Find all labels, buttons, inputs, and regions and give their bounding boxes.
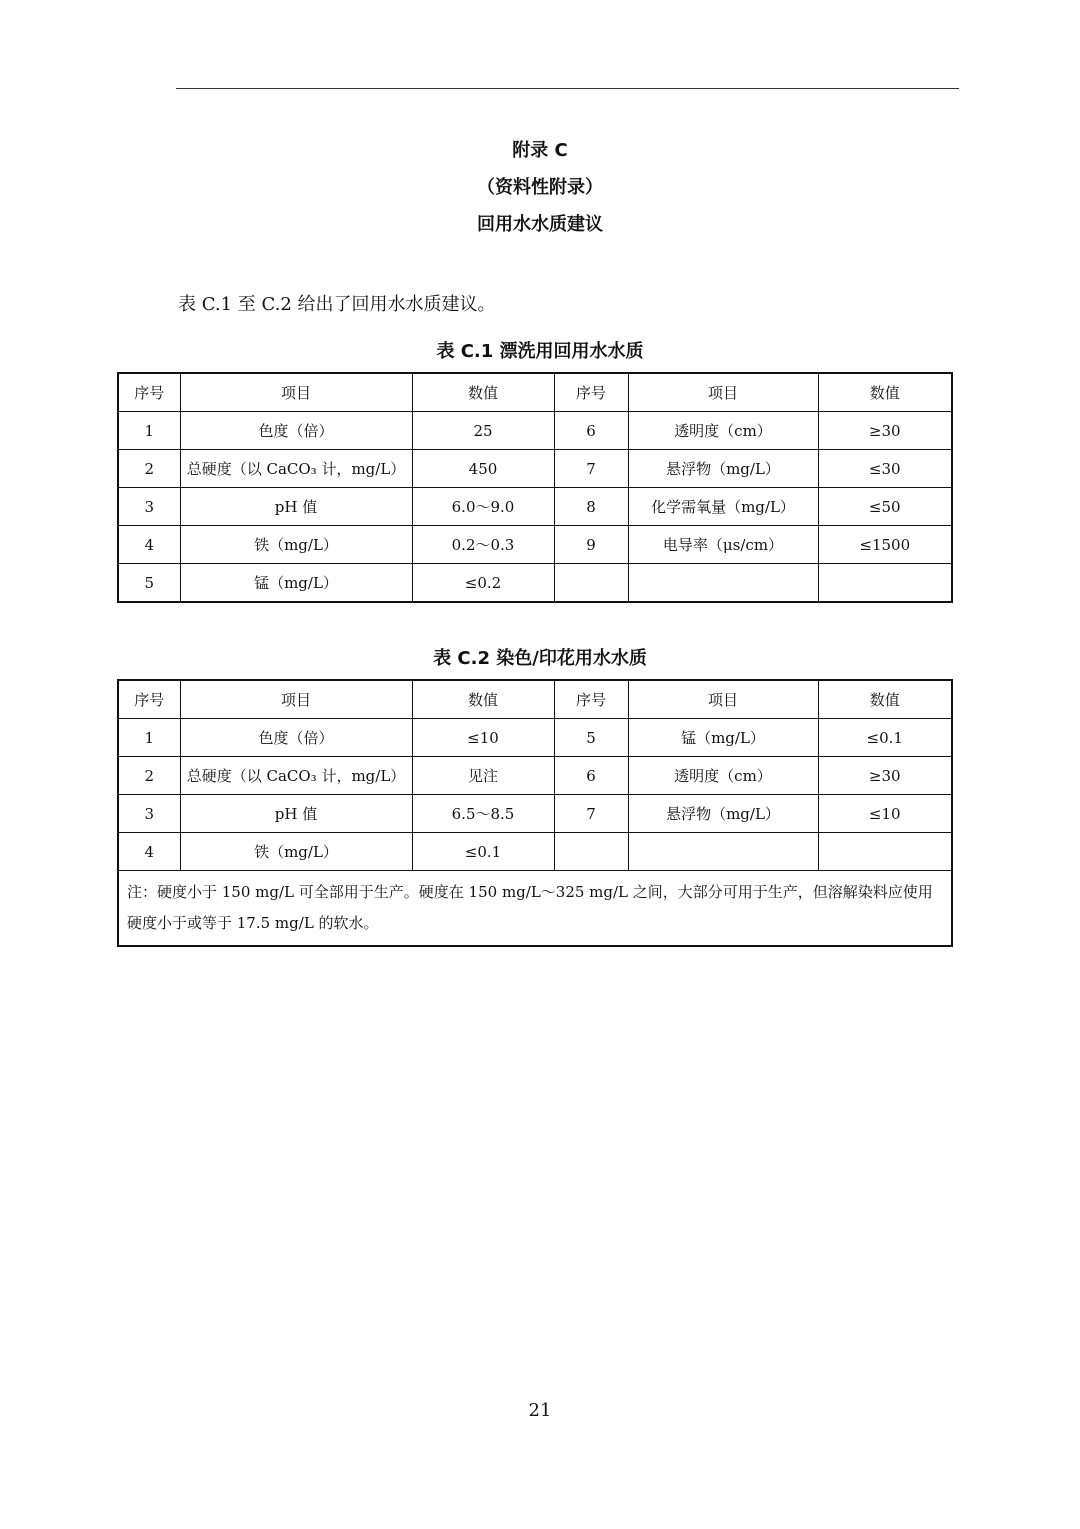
table-row xyxy=(118,412,952,450)
table-cell: ≤0.2 xyxy=(412,564,554,603)
table-cell: ≤0.1 xyxy=(818,719,952,757)
header-cell: 项目 xyxy=(628,680,818,719)
header-cell: 序号 xyxy=(554,373,628,412)
table-cell: 铁（mg/L） xyxy=(180,833,412,871)
table-cell: ≥30 xyxy=(818,757,952,795)
table-cell: 铁（mg/L） xyxy=(180,526,412,564)
table-cell: 2 xyxy=(118,450,180,488)
table1-caption: 表 C.1 漂洗用回用水水质 xyxy=(436,341,644,362)
table-cell: 2 xyxy=(118,757,180,795)
table-cell xyxy=(628,564,818,603)
table-cell: 8 xyxy=(554,488,628,526)
table-cell: 锰（mg/L） xyxy=(180,564,412,603)
table-cell: 3 xyxy=(118,795,180,833)
table-cell: 色度（倍） xyxy=(180,412,412,450)
table-cell: 总硬度（以 CaCO₃ 计，mg/L） xyxy=(180,450,412,488)
table-cell: 见注 xyxy=(412,757,554,795)
intro-paragraph: 表 C.1 至 C.2 给出了回用水水质建议。 xyxy=(178,294,496,315)
table-cell: 悬浮物（mg/L） xyxy=(628,795,818,833)
appendix-heading: 回用水水质建议 xyxy=(477,214,603,235)
table-cell xyxy=(554,564,628,603)
table-cell: 悬浮物（mg/L） xyxy=(628,450,818,488)
table-cell: pH 值 xyxy=(180,795,412,833)
table-note-row xyxy=(118,871,952,947)
table-cell: 25 xyxy=(412,412,554,450)
table-cell: ≤0.1 xyxy=(412,833,554,871)
table-cell: ≤10 xyxy=(412,719,554,757)
table-cell: 1 xyxy=(118,719,180,757)
table-cell: 1 xyxy=(118,412,180,450)
table-cell xyxy=(818,564,952,603)
table-cell: ≤30 xyxy=(818,450,952,488)
table-row xyxy=(118,488,952,526)
table-cell: ≤10 xyxy=(818,795,952,833)
table-cell: 化学需氧量（mg/L） xyxy=(628,488,818,526)
header-rule xyxy=(176,88,959,89)
header-cell: 序号 xyxy=(554,680,628,719)
table-cell: 6.5～8.5 xyxy=(412,795,554,833)
table2-caption: 表 C.2 染色/印花用水水质 xyxy=(433,648,647,669)
table-cell: 7 xyxy=(554,795,628,833)
table-header-row xyxy=(118,680,952,719)
header-cell: 项目 xyxy=(180,680,412,719)
table-row xyxy=(118,757,952,795)
table-cell: 5 xyxy=(118,564,180,603)
table-row xyxy=(118,450,952,488)
table-row xyxy=(118,526,952,564)
table2 xyxy=(117,679,953,947)
table-row xyxy=(118,719,952,757)
table1 xyxy=(117,372,953,603)
table-cell xyxy=(818,833,952,871)
table-cell: 0.2～0.3 xyxy=(412,526,554,564)
header-cell: 数值 xyxy=(818,373,952,412)
table-cell: 6 xyxy=(554,757,628,795)
table-header-row xyxy=(118,373,952,412)
table-cell: 总硬度（以 CaCO₃ 计，mg/L） xyxy=(180,757,412,795)
table-cell: ≤1500 xyxy=(818,526,952,564)
table-cell: 透明度（cm） xyxy=(628,412,818,450)
table-cell: ≥30 xyxy=(818,412,952,450)
table-cell: 透明度（cm） xyxy=(628,757,818,795)
table-cell xyxy=(554,833,628,871)
table-cell: 色度（倍） xyxy=(180,719,412,757)
table-cell: 4 xyxy=(118,526,180,564)
header-cell: 数值 xyxy=(412,373,554,412)
table-cell: 450 xyxy=(412,450,554,488)
table-cell: 3 xyxy=(118,488,180,526)
table-row xyxy=(118,795,952,833)
header-cell: 数值 xyxy=(412,680,554,719)
header-cell: 序号 xyxy=(118,373,180,412)
header-cell: 数值 xyxy=(818,680,952,719)
table-cell xyxy=(628,833,818,871)
table-note: 注：硬度小于 150 mg/L 可全部用于生产。硬度在 150 mg/L～325 mg/L 之间，大部分可用于生产，但溶解染料应使用硬度小于或等于 17.5 mg/L 的软水。 xyxy=(118,871,952,947)
appendix-subtitle: （资料性附录） xyxy=(477,177,603,198)
table-cell: 5 xyxy=(554,719,628,757)
appendix-title: 附录 C xyxy=(512,140,568,161)
header-cell: 项目 xyxy=(180,373,412,412)
table-cell: 7 xyxy=(554,450,628,488)
table-cell: 6 xyxy=(554,412,628,450)
page-number: 21 xyxy=(528,1400,552,1421)
table-cell: 6.0～9.0 xyxy=(412,488,554,526)
table-cell: pH 值 xyxy=(180,488,412,526)
table-cell: 4 xyxy=(118,833,180,871)
header-cell: 序号 xyxy=(118,680,180,719)
table-row xyxy=(118,833,952,871)
table-cell: 电导率（μs/cm） xyxy=(628,526,818,564)
table-cell: 9 xyxy=(554,526,628,564)
header-cell: 项目 xyxy=(628,373,818,412)
table-row xyxy=(118,564,952,603)
table-cell: 锰（mg/L） xyxy=(628,719,818,757)
table-cell: ≤50 xyxy=(818,488,952,526)
